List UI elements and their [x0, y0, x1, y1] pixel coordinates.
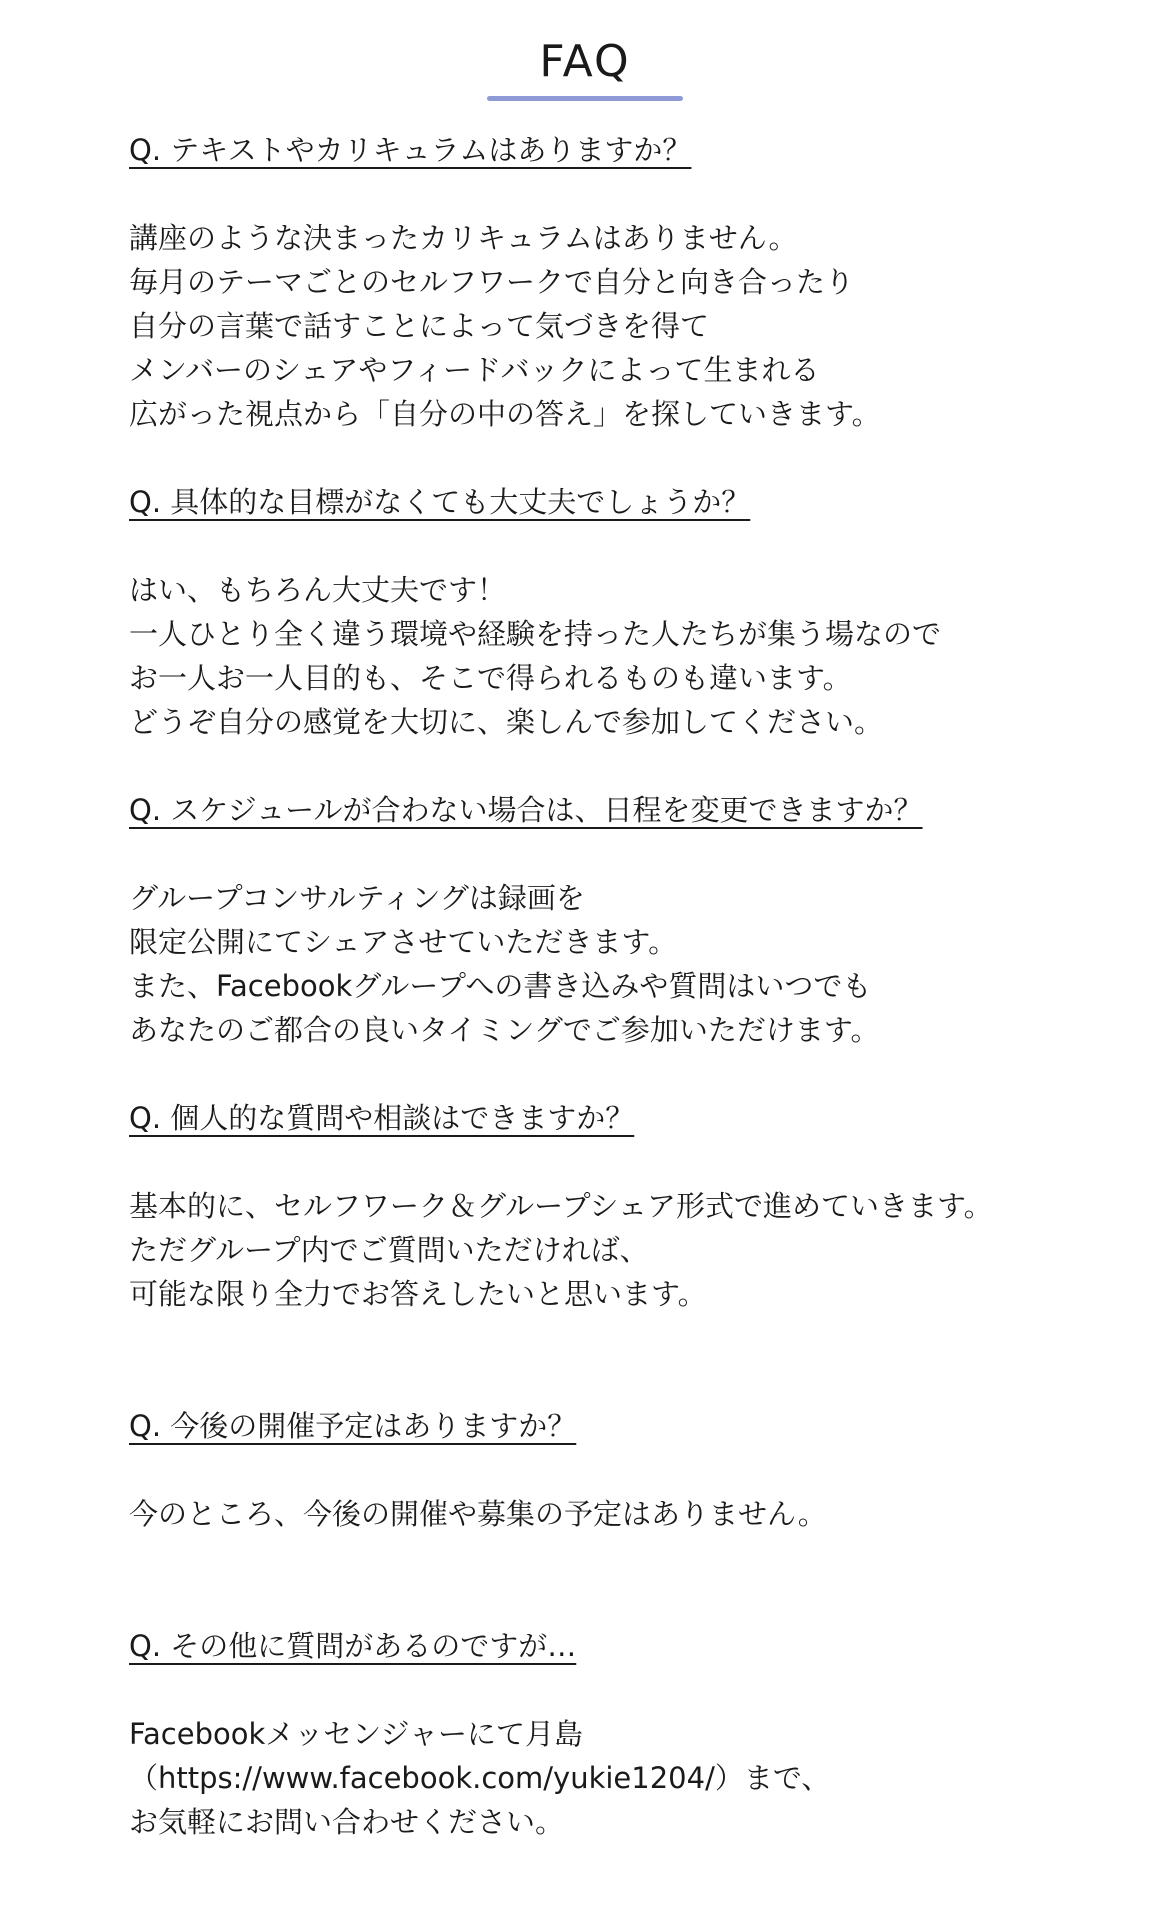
answer-line: お気軽にお問い合わせください。 [129, 1805, 565, 1839]
faq-question: Q. スケジュールが合わない場合は、日程を変更できますか？ [129, 793, 923, 827]
answer-line: 今のところ、今後の開催や募集の予定はありません。 [129, 1497, 827, 1531]
faq-answer [129, 1712, 1129, 1844]
faq-question: Q. 具体的な目標がなくても大丈夫でしょうか？ [129, 485, 751, 519]
page-title: FAQ [539, 36, 631, 87]
title-underline [487, 96, 683, 101]
faq-item [129, 788, 1129, 1052]
faq-list [129, 128, 1129, 1888]
faq-item [129, 1096, 1129, 1316]
answer-line: また、Facebookグループへの書き込みや質問はいつでも [129, 969, 872, 1003]
answer-line: 広がった視点から「自分の中の答え」を探していきます。 [129, 397, 881, 431]
answer-line: お一人お一人目的も、そこで得られるものも違います。 [129, 661, 852, 695]
answer-line: （https://www.facebook.com/yukie1204/）まで、 [129, 1761, 831, 1795]
faq-answer [129, 216, 1129, 436]
faq-question: Q. その他に質問があるのですが… [129, 1629, 577, 1663]
answer-line: 限定公開にてシェアさせていただきます。 [129, 925, 678, 959]
answer-line: 基本的に、セルフワーク＆グループシェア形式で進めていきます。 [129, 1189, 993, 1223]
answer-line: どうぞ自分の感覚を大切に、楽しんで参加してください。 [129, 705, 884, 739]
faq-answer [129, 876, 1129, 1052]
faq-answer [129, 1184, 1129, 1316]
answer-line: 毎月のテーマごとのセルフワークで自分と向き合ったり [129, 265, 855, 299]
faq-question: Q. 今後の開催予定はありますか？ [129, 1409, 577, 1443]
answer-line: はい、もちろん大丈夫です！ [129, 573, 507, 607]
answer-line: 一人ひとり全く違う環境や経験を持った人たちが集う場なので [129, 617, 942, 651]
faq-answer [129, 1492, 1129, 1536]
answer-line: ただグループ内でご質問いただければ、 [129, 1233, 649, 1267]
faq-question: Q. テキストやカリキュラムはありますか？ [129, 133, 692, 167]
faq-item [129, 1404, 1129, 1536]
answer-line: メンバーのシェアやフィードバックによって生まれる [129, 353, 820, 387]
faq-answer [129, 568, 1129, 744]
answer-line: グループコンサルティングは録画を [129, 881, 585, 915]
faq-question: Q. 個人的な質問や相談はできますか？ [129, 1101, 635, 1135]
faq-item [129, 480, 1129, 744]
answer-line: 自分の言葉で話すことによって気づきを得て [129, 309, 710, 343]
faq-item [129, 128, 1129, 436]
answer-line: Facebookメッセンジャーにて月島 [129, 1717, 583, 1751]
faq-header [0, 34, 1170, 101]
answer-line: 講座のような決まったカリキュラムはありません。 [129, 221, 798, 255]
answer-line: あなたのご都合の良いタイミングでご参加いただけます。 [129, 1013, 880, 1047]
faq-item [129, 1624, 1129, 1844]
answer-line: 可能な限り全力でお答えしたいと思います。 [129, 1277, 707, 1311]
